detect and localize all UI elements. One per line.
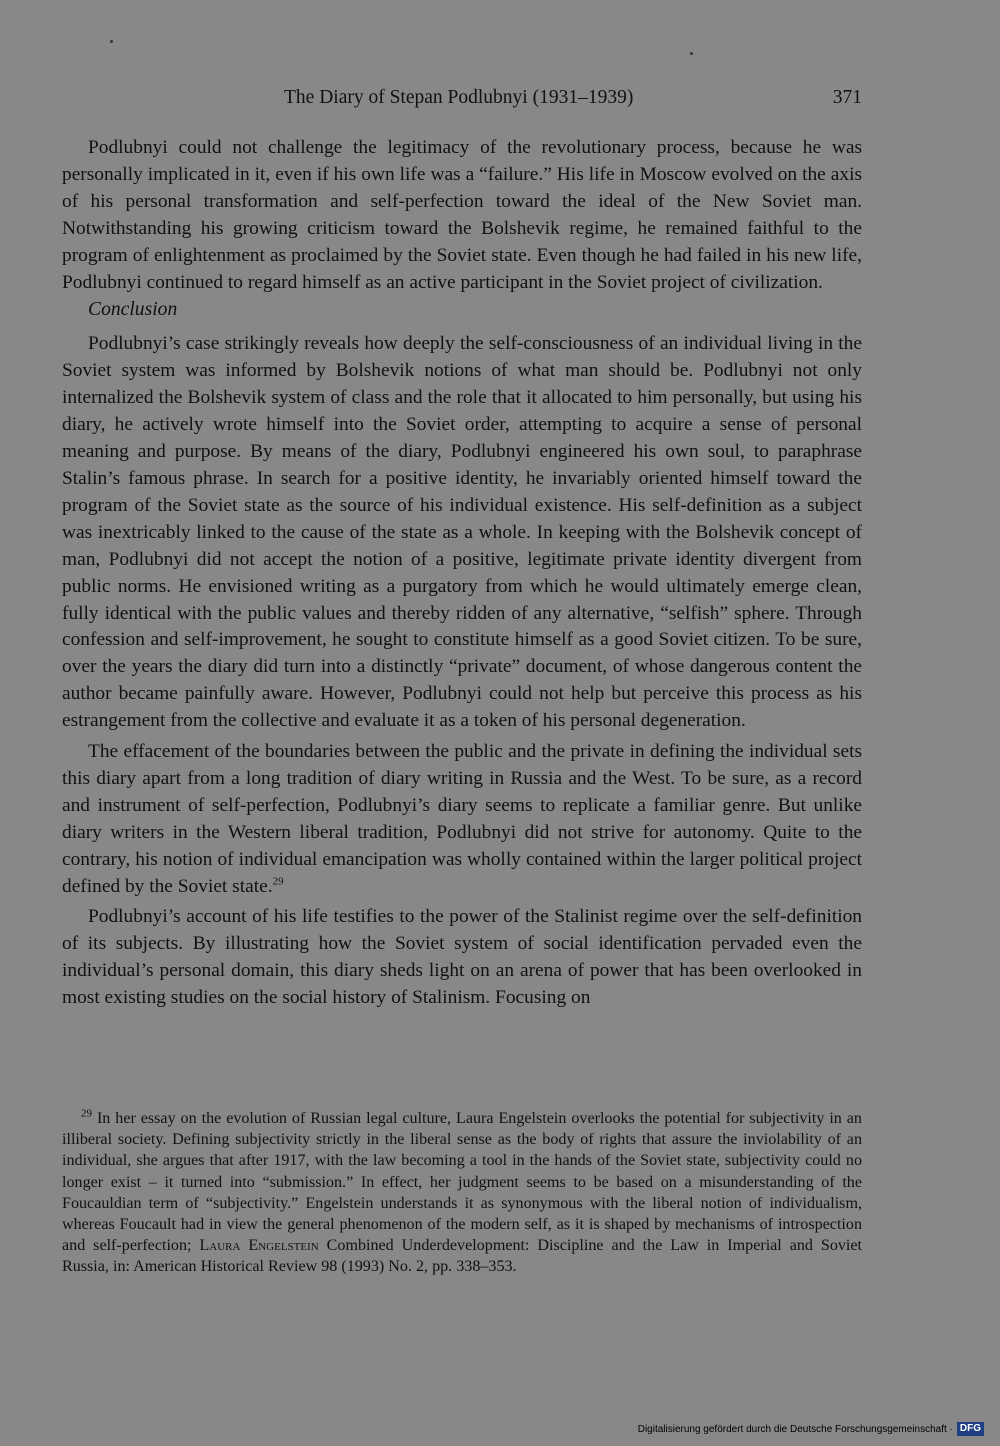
paragraph: Podlubnyi’s account of his life testifies to the power of the Stalinist regime over the self-definition of its subjects. By illustrating how the Soviet system of social identification pervaded even the individual’s personal domain, this diary sheds light on an arena of power that has been overlooked in most existing studies on the social history of Stalinism. Focusing on [62, 906, 862, 1009]
paragraph-text: The effacement of the boundaries between the public and the private in defining the individual sets this diary apart from a long tradition of diary writing in Russia and the West. To be sure, as a record and instrument of self-perfection, Podlubnyi’s diary seems to replicate a familiar genre. But unlike diary writers in the Western liberal tradition, Podlubnyi did not strive for autonomy. Quite to the contrary, his notion of individual emancipation was wholly contained within the larger political project defined by the Soviet state. [62, 741, 862, 897]
footnote-reference: 29 [272, 875, 284, 888]
section-heading: Conclusion [88, 299, 178, 321]
footnote [62, 1108, 862, 1278]
scan-speck [690, 52, 693, 55]
footnote-number: 29 [81, 1107, 92, 1120]
dfg-logo: DFG [957, 1422, 984, 1436]
footnote-citation: Combined Underdevelopment: Discipline and the Law in Imperial and Soviet Russia, in: American Historical Review 98 (1993) No. 2, pp. 338–353. [62, 1237, 863, 1276]
scan-speck [110, 40, 113, 43]
paragraph: Podlubnyi could not challenge the legitimacy of the revolutionary process, because he was personally implicated in it, even if his own life was a “failure.” His life in Moscow evolved on the axis of his personal transformation and self-perfection toward the ideal of the New Soviet man. Notwithstanding his growing criticism toward the Bolshevik regime, he remained faithful to the program of enlightenment as proclaimed by the Soviet state. Even though he had failed in his new life, Podlubnyi continued to regard himself as an active participant in the Soviet project of civilization. [62, 137, 862, 293]
footnote-author: Laura Engelstein [199, 1237, 319, 1255]
page-number: 371 [832, 87, 862, 108]
running-title: The Diary of Stepan Podlubnyi (1931–1939) [284, 87, 634, 108]
body-text [62, 135, 862, 1012]
paragraph: Podlubnyi’s case strikingly reveals how deeply the self-consciousness of an individual living in the Soviet system was informed by Bolshevik notions of what man should be. Podlubnyi not only internalized the Bolshevik system of class and the role that it allocated to him personally, but using his diary, he actively wrote himself into the Soviet order, attempting to acquire a sense of personal meaning and purpose. By means of the diary, Podlubnyi engineered his own soul, to paraphrase Stalin’s famous phrase. In search for a positive identity, he invariably oriented himself toward the program of the Soviet state as the source of his individual existence. His self-definition as a subject was inextricably linked to the cause of the state as a whole. In keeping with the Bolshevik concept of man, Podlubnyi did not accept the notion of a positive, legitimate private identity divergent from public norms. He envisioned writing as a purgatory from which he would ultimately emerge clean, fully identical with the public values and thereby ridden of any alternative, “selfish” sphere. Through confession and self-improvement, he sought to constitute himself as a good Soviet citizen. To be sure, over the years the diary did turn into a distinctly “private” document, of whose dangerous content the author became painfully aware. However, Podlubnyi could not help but perceive this process as his estrangement from the collective and evaluate it as a token of his personal degeneration. [62, 333, 862, 732]
footnote-text: In her essay on the evolution of Russian legal culture, Laura Engelstein overlooks the potential for subjectivity in an illiberal society. Defining subjectivity strictly in the liberal sense as the body of rights that assure the inviolability of an individual, she argues that after 1917, with the law becoming a tool in the hands of the Soviet state, subjectivity could no longer exist – it turned into “submission.” In effect, her judgment seems to be based on a misunderstanding of the Foucauldian term of “subjectivity.” Engelstein understands it as synonymous with the liberal notion of individualism, whereas Foucault had in view the general phenomenon of the modern self, as it is shaped by mechanisms of introspection and self-perfection; [62, 1110, 862, 1255]
paragraph [62, 739, 862, 900]
digitization-credit [638, 1418, 984, 1440]
credit-text: Digitalisierung gefördert durch die Deutsche Forschungsgemeinschaft · [637, 1423, 953, 1435]
running-head [62, 84, 862, 112]
